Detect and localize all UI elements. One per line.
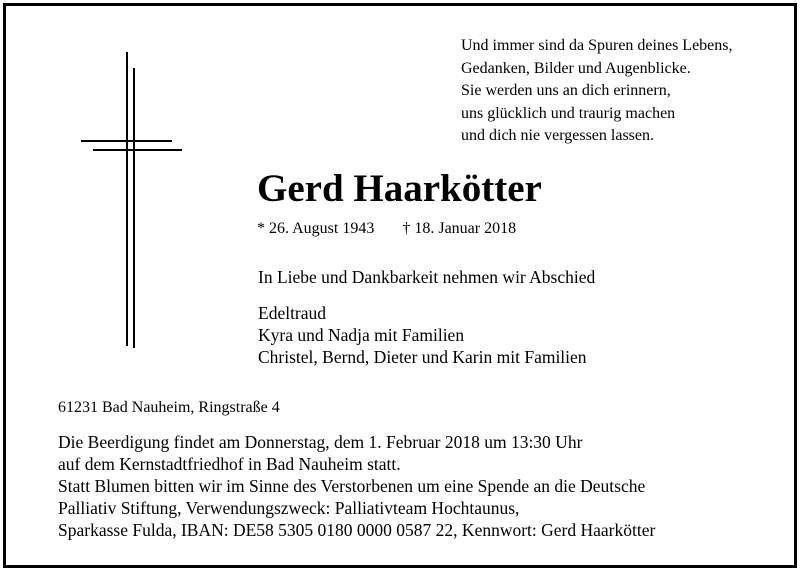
info-line: Statt Blumen bitten wir im Sinne des Verstorbenen um eine Spende an die Deutsche — [58, 476, 646, 496]
poem-line: und dich nie vergessen lassen. — [461, 127, 654, 144]
info-line: auf dem Kernstadtfriedhof in Bad Nauheim statt. — [58, 454, 401, 474]
poem — [461, 35, 733, 148]
poem-line: Sie werden uns an dich erinnern, — [461, 82, 671, 99]
poem-line: Und immer sind da Spuren deines Lebens, — [461, 37, 733, 54]
info-line: Sparkasse Fulda, IBAN: DE58 5305 0180 0000 0587 22, Kennwort: Gerd Haarkötter — [58, 520, 656, 540]
obituary-card — [3, 3, 797, 568]
birth-date: * 26. August 1943 — [257, 220, 375, 237]
funeral-info — [58, 431, 655, 541]
mourner-line: Kyra und Nadja mit Familien — [258, 325, 465, 345]
double-line-cross-icon — [6, 6, 206, 366]
address: 61231 Bad Nauheim, Ringstraße 4 — [58, 399, 280, 416]
mourner-line: Christel, Bernd, Dieter und Karin mit Familien — [258, 347, 587, 367]
farewell-text: In Liebe und Dankbarkeit nehmen wir Abschied — [258, 267, 596, 287]
death-date: † 18. Januar 2018 — [402, 220, 517, 237]
poem-line: uns glücklich und traurig machen — [461, 104, 676, 122]
info-line: Die Beerdigung findet am Donnerstag, dem 1. Februar 2018 um 13:30 Uhr — [58, 432, 583, 452]
life-dates — [257, 220, 516, 238]
mourner-line: Edeltraud — [258, 303, 327, 323]
deceased-name: Gerd Haarkötter — [257, 167, 542, 210]
poem-line: Gedanken, Bilder und Augenblicke. — [461, 59, 691, 77]
info-line: Palliativ Stiftung, Verwendungszweck: Palliativteam Hochtaunus, — [58, 498, 520, 518]
mourners-list — [258, 302, 587, 368]
